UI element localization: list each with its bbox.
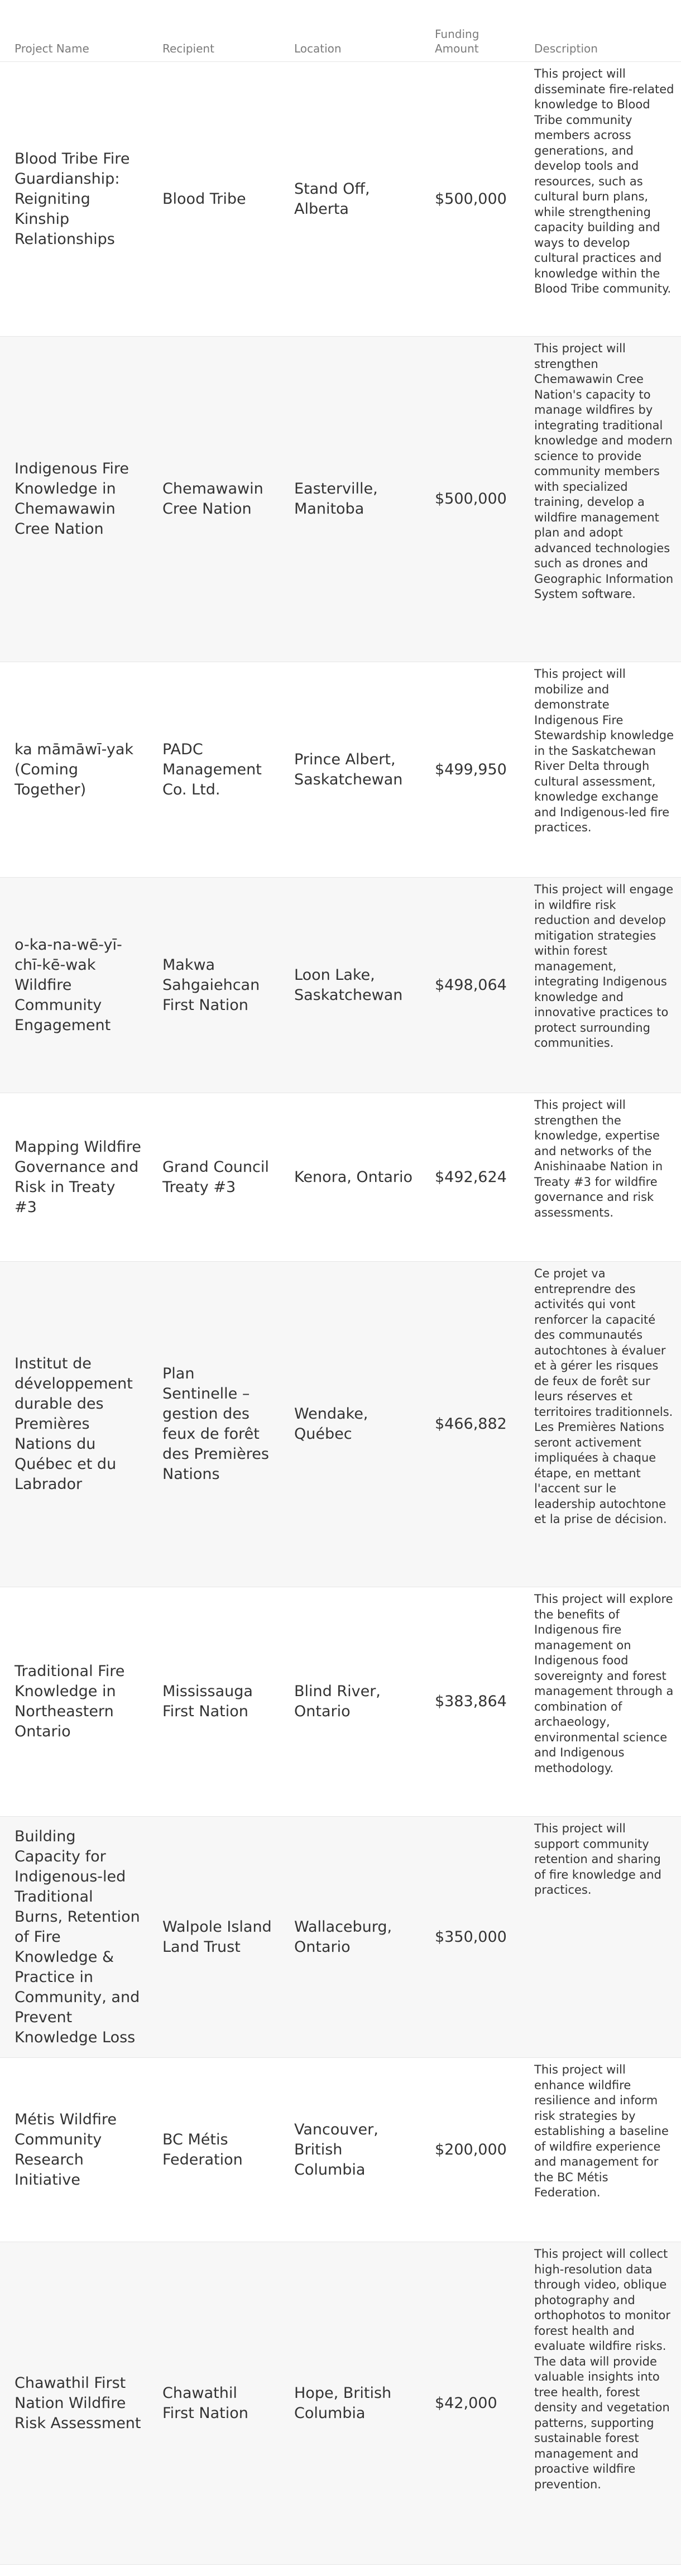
cell-location: Prince Albert, Saskatchewan	[280, 662, 420, 878]
cell-location: Wallaceburg, Ontario	[280, 1817, 420, 2058]
table-row	[0, 2058, 681, 2242]
table-row	[0, 337, 681, 662]
header-project-name: Project Name	[0, 0, 148, 62]
header-funding-amount: Funding Amount	[420, 0, 524, 62]
cell-funding-amount: $42,000	[420, 2242, 524, 2565]
table-row	[0, 1817, 681, 2058]
header-recipient: Recipient	[148, 0, 280, 62]
cell-description: This project will enhance wildfire resilience and inform risk strategies by establishing a baseline of wildfire experience and management for the BC Métis Federation.	[524, 2058, 681, 2242]
table-row	[0, 1262, 681, 1587]
cell-project-name: ka māmāwī-yak (Coming Together)	[0, 662, 148, 878]
table-body	[0, 62, 681, 2565]
cell-description: This project will engage in wildfire risk reduction and develop mitigation strategies within forest management, integrating Indigenous knowledge and innovative practices to protect surrounding communities.	[524, 878, 681, 1093]
table-row	[0, 62, 681, 337]
header-row	[0, 0, 681, 62]
table-row	[0, 1093, 681, 1262]
cell-location: Easterville, Manitoba	[280, 337, 420, 662]
table-row	[0, 662, 681, 878]
table-row	[0, 1587, 681, 1817]
cell-recipient: Makwa Sahgaiehcan First Nation	[148, 878, 280, 1093]
cell-description: This project will mobilize and demonstrate Indigenous Fire Stewardship knowledge in the Saskatchewan River Delta through cultural assessment, knowledge exchange and Indigenous-led fire practices.	[524, 662, 681, 878]
cell-description: This project will collect high-resolution data through video, oblique photography and orthophotos to monitor forest health and evaluate wildfire risks. The data will provide valuable insights into tree health, forest density and vegetation patterns, supporting sustainable forest management and proactive wildfire prevention.	[524, 2242, 681, 2565]
cell-funding-amount: $499,950	[420, 662, 524, 878]
cell-recipient: Chawathil First Nation	[148, 2242, 280, 2565]
cell-funding-amount: $492,624	[420, 1093, 524, 1262]
cell-project-name: Traditional Fire Knowledge in Northeastern Ontario	[0, 1587, 148, 1817]
cell-recipient: Mississauga First Nation	[148, 1587, 280, 1817]
cell-funding-amount: $500,000	[420, 62, 524, 337]
cell-recipient: Plan Sentinelle – gestion des feux de forêt des Premières Nations	[148, 1262, 280, 1587]
cell-recipient: BC Métis Federation	[148, 2058, 280, 2242]
header-description: Description	[524, 0, 681, 62]
cell-recipient: Walpole Island Land Trust	[148, 1817, 280, 2058]
cell-project-name: o-ka-na-wē-yī-chī-kē-wak Wildfire Community Engagement	[0, 878, 148, 1093]
cell-description: This project will disseminate fire-related knowledge to Blood Tribe community members across generations, and develop tools and resources, such as cultural burn plans, while strengthening capacity building and ways to develop cultural practices and knowledge within the Blood Tribe community.	[524, 62, 681, 337]
cell-location: Kenora, Ontario	[280, 1093, 420, 1262]
cell-description: This project will strengthen the knowledge, expertise and networks of the Anishinaabe Nation in Treaty #3 for wildfire governance and risk assessments.	[524, 1093, 681, 1262]
cell-funding-amount: $500,000	[420, 337, 524, 662]
table-header	[0, 0, 681, 62]
cell-description: This project will support community retention and sharing of fire knowledge and practices.	[524, 1817, 681, 2058]
cell-recipient: Grand Council Treaty #3	[148, 1093, 280, 1262]
cell-funding-amount: $383,864	[420, 1587, 524, 1817]
cell-project-name: Indigenous Fire Knowledge in Chemawawin Cree Nation	[0, 337, 148, 662]
cell-location: Stand Off, Alberta	[280, 62, 420, 337]
cell-project-name: Chawathil First Nation Wildfire Risk Assessment	[0, 2242, 148, 2565]
cell-project-name: Mapping Wildfire Governance and Risk in Treaty #3	[0, 1093, 148, 1262]
cell-funding-amount: $466,882	[420, 1262, 524, 1587]
cell-funding-amount: $350,000	[420, 1817, 524, 2058]
cell-location: Hope, British Columbia	[280, 2242, 420, 2565]
cell-recipient: Chemawawin Cree Nation	[148, 337, 280, 662]
cell-project-name: Blood Tribe Fire Guardianship: Reigniting Kinship Relationships	[0, 62, 148, 337]
cell-funding-amount: $498,064	[420, 878, 524, 1093]
cell-location: Vancouver, British Columbia	[280, 2058, 420, 2242]
cell-location: Wendake, Québec	[280, 1262, 420, 1587]
cell-project-name: Institut de développement durable des Premières Nations du Québec et du Labrador	[0, 1262, 148, 1587]
cell-description: This project will explore the benefits of Indigenous fire management on Indigenous food sovereignty and forest management through a combination of archaeology, environmental science and Indigenous methodology.	[524, 1587, 681, 1817]
table-row	[0, 2242, 681, 2565]
cell-project-name: Métis Wildfire Community Research Initiative	[0, 2058, 148, 2242]
cell-project-name: Building Capacity for Indigenous-led Traditional Burns, Retention of Fire Knowledge & Practice in Community, and Prevent Knowledge Loss	[0, 1817, 148, 2058]
cell-location: Loon Lake, Saskatchewan	[280, 878, 420, 1093]
header-location: Location	[280, 0, 420, 62]
cell-funding-amount: $200,000	[420, 2058, 524, 2242]
cell-description: Ce projet va entreprendre des activités qui vont renforcer la capacité des communautés autochtones à évaluer et à gérer les risques de feux de forêt sur leurs réserves et territoires traditionnels. Les Premières Nations seront activement impliquées à chaque étape, en mettant l'accent sur le leadership autochtone et la prise de décision.	[524, 1262, 681, 1587]
cell-recipient: Blood Tribe	[148, 62, 280, 337]
cell-recipient: PADC Management Co. Ltd.	[148, 662, 280, 878]
table-row	[0, 878, 681, 1093]
cell-location: Blind River, Ontario	[280, 1587, 420, 1817]
cell-description: This project will strengthen Chemawawin Cree Nation's capacity to manage wildfires by integrating traditional knowledge and modern science to provide community members with specialized training, develop a wildfire management plan and adopt advanced technologies such as drones and Geographic Information System software.	[524, 337, 681, 662]
